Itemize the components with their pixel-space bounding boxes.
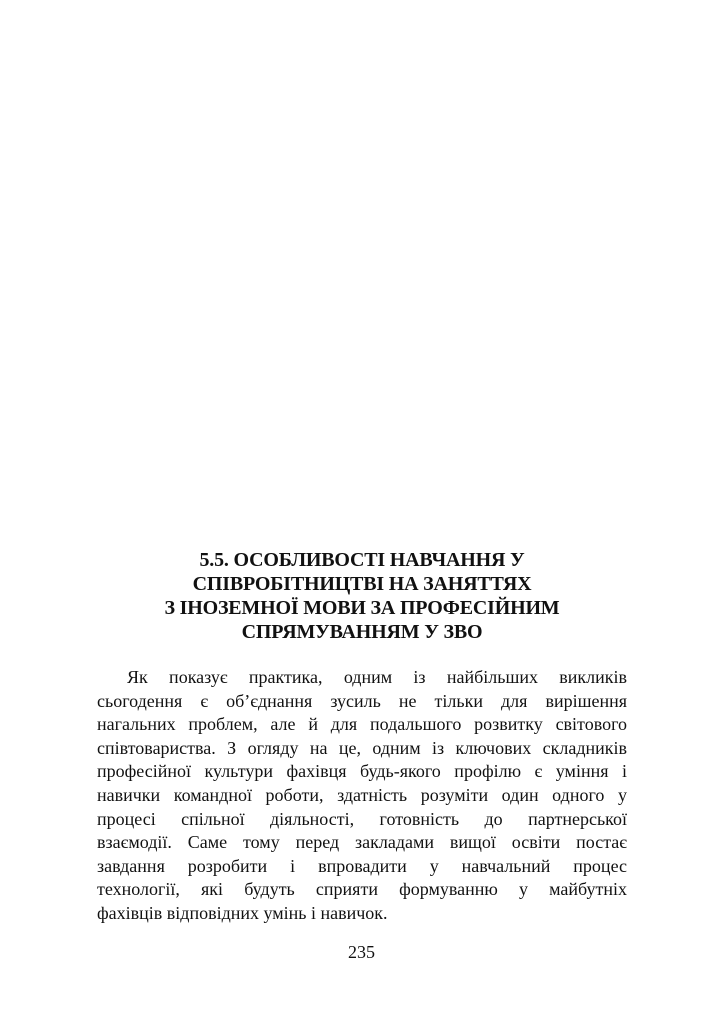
section-title-line: З ІНОЗЕМНОЇ МОВИ ЗА ПРОФЕСІЙНИМ [164,597,560,619]
section-title-line: СПІВРОБІТНИЦТВІ НА ЗАНЯТТЯХ [192,573,532,595]
paragraph-line: сьогодення є об’єднання зусиль не тільки для вирішення [97,690,627,711]
section-title [97,548,627,644]
section-title-line: 5.5. ОСОБЛИВОСТІ НАВЧАННЯ У [199,549,525,571]
paragraph-line: навички командної роботи, здатність розуміти один одного у [97,784,627,805]
paragraph-line: Як показує практика, одним із найбільших викликів [127,667,627,687]
paragraph-line: фахівців відповідних умінь і навичок. [97,902,388,923]
paragraph-line: співтовариства. З огляду на це, одним із ключових складників [97,737,627,758]
paragraph-line: професійної культури фахівця будь-якого профілю є уміння і [97,761,627,782]
paragraph-line: процесі спільної діяльності, готовність до партнерської [97,808,627,829]
page-number: 235 [348,942,375,962]
section-title-line: СПРЯМУВАННЯМ У ЗВО [241,621,483,643]
paragraph-line: взаємодії. Саме тому перед закладами вищої освіти постає [97,832,627,853]
body-paragraph [97,666,627,926]
paragraph-line: завдання розробити і впровадити у навчальний процес [97,855,627,876]
paragraph-line: нагальних проблем, але й для подальшого розвитку світового [97,714,627,735]
paragraph-line: технології, які будуть сприяти формуванню у майбутніх [97,879,627,900]
